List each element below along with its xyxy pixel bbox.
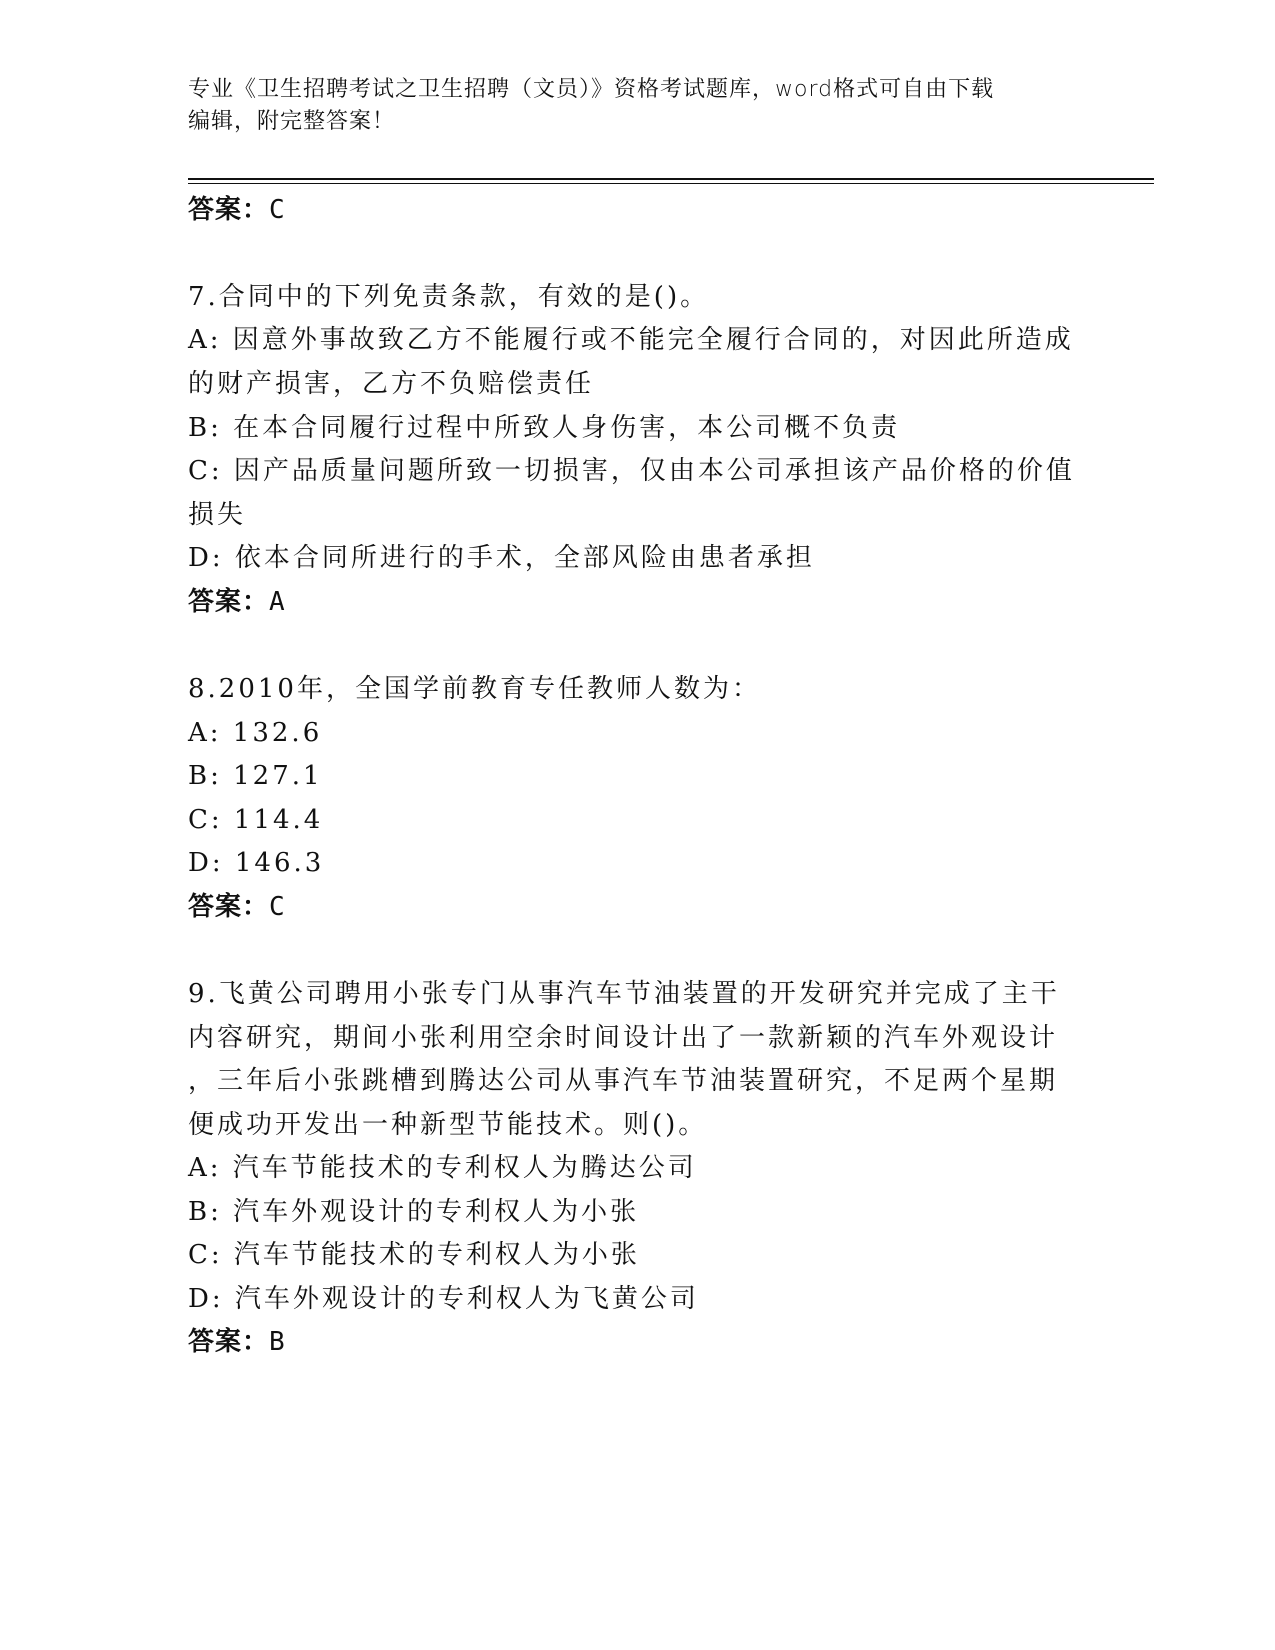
question-7-option-d: D: 依本合同所进行的手术，全部风险由患者承担 xyxy=(188,543,815,573)
question-8-answer xyxy=(188,889,286,925)
question-8-option-d: D: 146.3 xyxy=(188,848,325,878)
question-9-answer xyxy=(188,1324,286,1360)
question-9-option-b: B: 汽车外观设计的专利权人为小张 xyxy=(188,1197,640,1227)
question-8-stem: 8.2010年，全国学前教育专任教师人数为： xyxy=(188,674,761,704)
question-9-stem-line-2: 内容研究，期间小张利用空余时间设计出了一款新颖的汽车外观设计 xyxy=(188,1023,1059,1053)
question-7-option-c-cont: 损失 xyxy=(188,500,247,530)
answer-label: 答案： xyxy=(188,892,270,922)
question-8-option-c: C: 114.4 xyxy=(188,805,324,835)
question-7-stem: 7.合同中的下列免责条款，有效的是()。 xyxy=(188,282,710,312)
header-line-2: 编辑，附完整答案！ xyxy=(188,109,396,134)
question-9-option-c: C: 汽车节能技术的专利权人为小张 xyxy=(188,1240,640,1270)
question-9-stem-line-3: ，三年后小张跳槽到腾达公司从事汽车节油装置研究，不足两个星期 xyxy=(188,1066,1059,1096)
header-line-1: 专业《卫生招聘考试之卫生招聘（文员）》资格考试题库，word格式可自由下载 xyxy=(188,77,995,102)
question-9-option-d: D: 汽车外观设计的专利权人为飞黄公司 xyxy=(188,1284,699,1314)
answer-value: C xyxy=(269,195,286,225)
answer-line xyxy=(188,192,286,228)
answer-value: C xyxy=(269,892,286,922)
header-rule-thick xyxy=(188,178,1154,180)
answer-label: 答案： xyxy=(188,1327,270,1357)
question-8-option-b: B: 127.1 xyxy=(188,761,323,791)
document-header xyxy=(188,74,1088,138)
question-7-answer xyxy=(188,584,286,620)
question-9-stem-line-1: 9.飞黄公司聘用小张专门从事汽车节油装置的开发研究并完成了主干 xyxy=(188,979,1060,1009)
answer-label: 答案： xyxy=(188,587,270,617)
question-8-option-a: A: 132.6 xyxy=(188,718,323,748)
question-9-stem-line-4: 便成功开发出一种新型节能技术。则()。 xyxy=(188,1110,708,1140)
header-rule-thin xyxy=(188,183,1154,184)
question-7-option-a: A: 因意外事故致乙方不能履行或不能完全履行合同的，对因此所造成 xyxy=(188,325,1074,355)
question-9-option-a: A: 汽车节能技术的专利权人为腾达公司 xyxy=(188,1153,697,1183)
answer-label: 答案： xyxy=(188,195,270,225)
answer-value: B xyxy=(269,1327,286,1357)
question-7-option-c: C: 因产品质量问题所致一切损害，仅由本公司承担该产品价格的价值 xyxy=(188,456,1075,486)
question-7-option-a-cont: 的财产损害，乙方不负赔偿责任 xyxy=(188,369,595,399)
answer-value: A xyxy=(269,587,286,617)
question-7-option-b: B: 在本合同履行过程中所致人身伤害，本公司概不负责 xyxy=(188,413,901,443)
